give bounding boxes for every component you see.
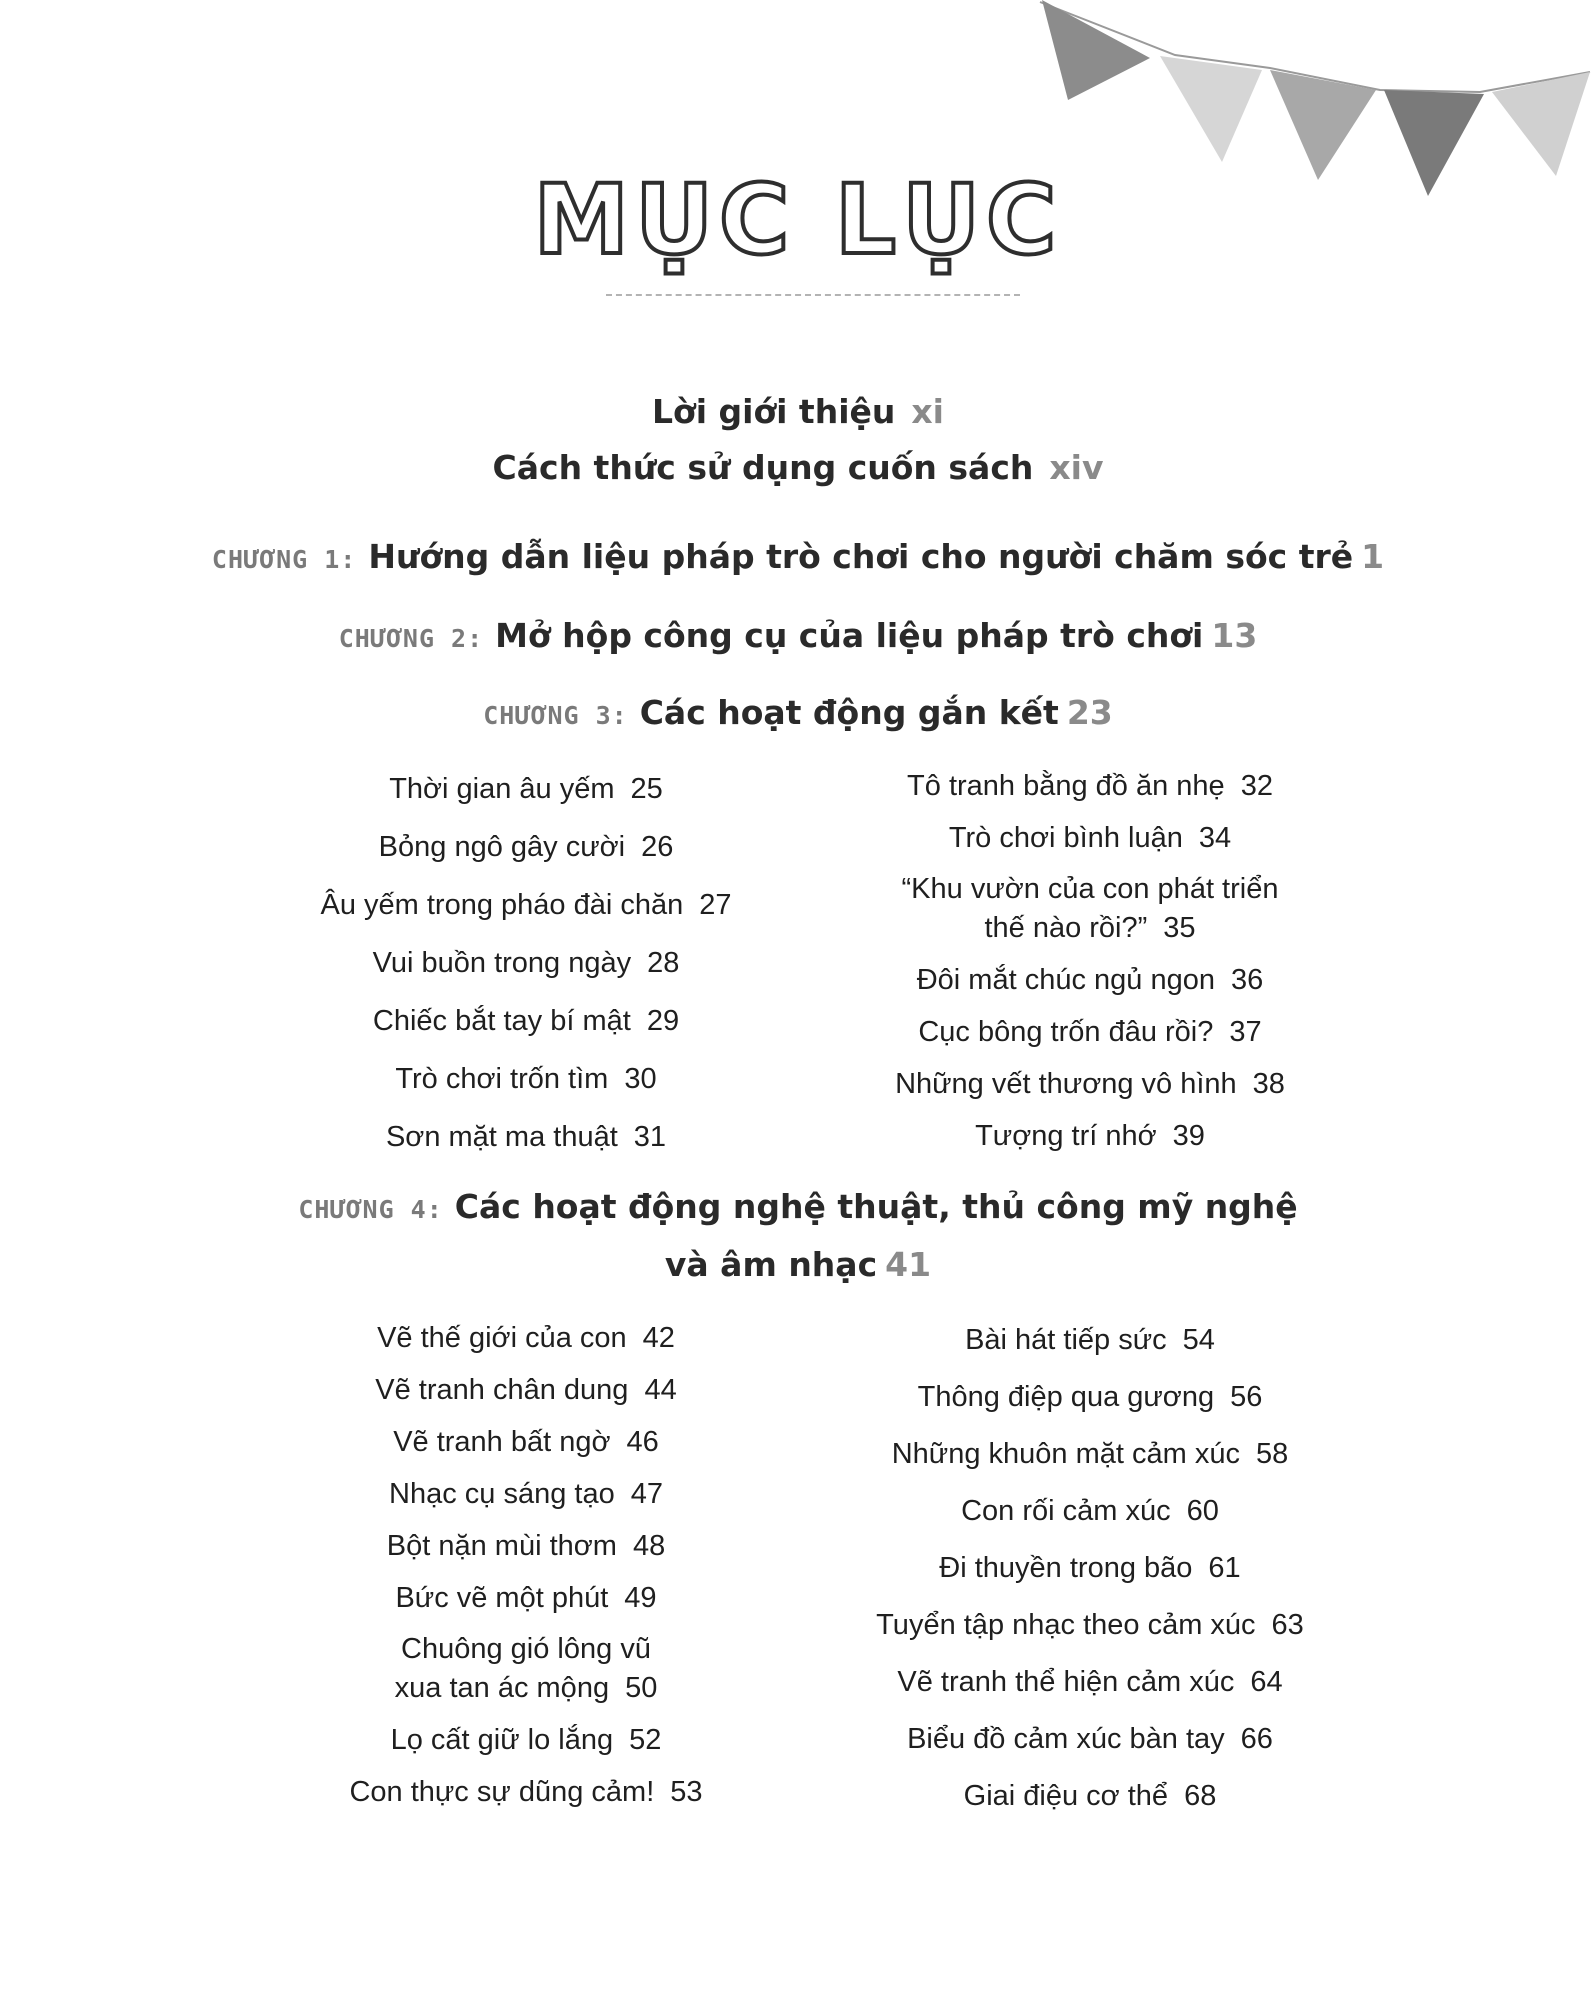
toc-entry[interactable] bbox=[256, 1766, 796, 1818]
chapter-label: CHƯƠNG 1: bbox=[211, 545, 357, 574]
chapter-title: Mở hộp công cụ của liệu pháp trò chơi bbox=[495, 616, 1204, 655]
chapter-heading-4-continued[interactable] bbox=[0, 1236, 1596, 1300]
toc-entry[interactable] bbox=[810, 1540, 1370, 1597]
chapter-page: 1 bbox=[1361, 537, 1385, 576]
entry-page: 42 bbox=[642, 1322, 675, 1354]
entry-title-line: thế nào rồi?” bbox=[984, 912, 1148, 944]
entry-page: 39 bbox=[1172, 1120, 1205, 1152]
entry-page: 68 bbox=[1184, 1780, 1217, 1812]
entry-page: 38 bbox=[1252, 1068, 1285, 1100]
entry-title: Tượng trí nhớ bbox=[975, 1120, 1157, 1152]
bunting-flag bbox=[1042, 0, 1150, 100]
entry-page: 32 bbox=[1240, 770, 1273, 802]
entry-page: 37 bbox=[1229, 1016, 1262, 1048]
chapter-title: Các hoạt động nghệ thuật, thủ công mỹ nghệ bbox=[454, 1187, 1298, 1226]
toc-entry[interactable] bbox=[810, 760, 1370, 812]
entry-page: 52 bbox=[629, 1724, 662, 1756]
toc-entry[interactable] bbox=[256, 1108, 796, 1166]
entry-title: Đôi mắt chúc ngủ ngon bbox=[916, 964, 1215, 996]
toc-entry[interactable] bbox=[256, 1572, 796, 1624]
toc-intro-entry[interactable] bbox=[0, 448, 1596, 487]
entry-page: 35 bbox=[1163, 912, 1196, 944]
entry-page: 54 bbox=[1182, 1324, 1215, 1356]
entry-title: Thông điệp qua gương bbox=[917, 1381, 1215, 1413]
toc-entry[interactable] bbox=[810, 812, 1370, 864]
entry-title: Tô tranh bằng đồ ăn nhẹ bbox=[907, 770, 1225, 802]
entry-title: Vẽ thế giới của con bbox=[377, 1322, 627, 1354]
chapter-heading-2[interactable] bbox=[0, 607, 1596, 671]
entry-page: 58 bbox=[1255, 1438, 1289, 1470]
entry-page: xiv bbox=[1049, 448, 1104, 487]
chapter-3-left-column bbox=[256, 760, 796, 1166]
entry-title: Nhạc cụ sáng tạo bbox=[389, 1478, 615, 1510]
entry-title: Bức vẽ một phút bbox=[395, 1582, 609, 1614]
toc-entry[interactable] bbox=[256, 1624, 796, 1714]
toc-entry[interactable] bbox=[256, 1312, 796, 1364]
entry-page: 30 bbox=[624, 1063, 657, 1095]
toc-entry[interactable] bbox=[256, 992, 796, 1050]
chapter-heading-3[interactable] bbox=[0, 684, 1596, 748]
toc-entry[interactable] bbox=[810, 1711, 1370, 1768]
chapter-page: 41 bbox=[885, 1245, 932, 1284]
toc-intro-entry[interactable] bbox=[0, 392, 1596, 431]
chapter-page: 13 bbox=[1211, 616, 1258, 655]
entry-page: 63 bbox=[1271, 1609, 1304, 1641]
chapter-label: CHƯƠNG 4: bbox=[298, 1195, 443, 1224]
entry-title: Giai điệu cơ thể bbox=[963, 1780, 1169, 1812]
title-divider bbox=[606, 294, 1020, 296]
entry-title: Những khuôn mặt cảm xúc bbox=[891, 1438, 1240, 1470]
bunting-flag bbox=[1492, 72, 1590, 176]
entry-title: Sơn mặt ma thuật bbox=[385, 1121, 618, 1153]
chapter-title: Hướng dẫn liệu pháp trò chơi cho người chăm sóc trẻ bbox=[368, 537, 1354, 576]
page-title: MỤC LỤC bbox=[533, 164, 1063, 276]
entry-title-line: xua tan ác mộng bbox=[394, 1672, 610, 1704]
chapter-page: 23 bbox=[1066, 693, 1113, 732]
toc-entry[interactable] bbox=[810, 1058, 1370, 1110]
toc-entry[interactable] bbox=[256, 1416, 796, 1468]
toc-entry[interactable] bbox=[256, 818, 796, 876]
bunting-flag bbox=[1270, 70, 1376, 180]
entry-title: Con rối cảm xúc bbox=[961, 1495, 1171, 1527]
toc-entry[interactable] bbox=[256, 1714, 796, 1766]
toc-entry[interactable] bbox=[810, 1312, 1370, 1369]
entry-title: Bỏng ngô gây cười bbox=[378, 831, 626, 863]
entry-page: 47 bbox=[630, 1478, 663, 1510]
entry-page: 44 bbox=[644, 1374, 677, 1406]
toc-entry[interactable] bbox=[256, 876, 796, 934]
toc-entry[interactable] bbox=[810, 1369, 1370, 1426]
entry-title: Âu yếm trong pháo đài chăn bbox=[320, 889, 684, 921]
entry-title: Cục bông trốn đâu rồi? bbox=[918, 1016, 1214, 1048]
toc-entry[interactable] bbox=[256, 1520, 796, 1572]
toc-entry[interactable] bbox=[256, 1050, 796, 1108]
entry-title: Vui buồn trong ngày bbox=[372, 947, 632, 979]
chapter-title: và âm nhạc bbox=[664, 1245, 878, 1284]
entry-title: Cách thức sử dụng cuốn sách bbox=[492, 448, 1034, 487]
entry-title: Trò chơi bình luận bbox=[948, 822, 1183, 854]
entry-title: Chiếc bắt tay bí mật bbox=[372, 1005, 631, 1037]
entry-page: 26 bbox=[641, 831, 674, 863]
chapter-title: Các hoạt động gắn kết bbox=[639, 693, 1059, 732]
toc-entry[interactable] bbox=[810, 1483, 1370, 1540]
chapter-3-right-column bbox=[810, 760, 1370, 1162]
entry-page: 31 bbox=[633, 1121, 667, 1153]
toc-entry[interactable] bbox=[810, 1597, 1370, 1654]
entry-title: Trò chơi trốn tìm bbox=[395, 1063, 609, 1095]
entry-title: Bài hát tiếp sức bbox=[965, 1324, 1167, 1356]
entry-title: Lọ cất giữ lo lắng bbox=[390, 1724, 614, 1756]
entry-title: Vẽ tranh thể hiện cảm xúc bbox=[897, 1666, 1235, 1698]
entry-page: 53 bbox=[670, 1776, 703, 1808]
entry-title: Biểu đồ cảm xúc bàn tay bbox=[907, 1723, 1225, 1755]
chapter-4-right-column bbox=[810, 1312, 1370, 1825]
toc-entry[interactable] bbox=[810, 1768, 1370, 1825]
entry-page: 34 bbox=[1198, 822, 1232, 854]
toc-entry[interactable] bbox=[810, 954, 1370, 1006]
chapter-label: CHƯƠNG 3: bbox=[483, 701, 628, 730]
entry-title-line: “Khu vườn của con phát triển bbox=[901, 873, 1279, 905]
toc-entry[interactable] bbox=[256, 1364, 796, 1416]
toc-entry[interactable] bbox=[810, 864, 1370, 954]
entry-page: 46 bbox=[626, 1426, 659, 1458]
entry-page: 27 bbox=[699, 889, 732, 921]
chapter-label: CHƯƠNG 2: bbox=[338, 624, 484, 653]
bunting-flag bbox=[1160, 56, 1262, 162]
entry-page: 61 bbox=[1208, 1552, 1241, 1584]
chapter-heading-1[interactable] bbox=[0, 528, 1596, 592]
entry-page: 48 bbox=[632, 1530, 666, 1562]
entry-title: Tuyển tập nhạc theo cảm xúc bbox=[876, 1609, 1256, 1641]
chapter-4-left-column bbox=[256, 1312, 796, 1818]
toc-entry[interactable] bbox=[810, 1006, 1370, 1058]
toc-entry[interactable] bbox=[810, 1110, 1370, 1162]
entry-title-line: Chuông gió lông vũ bbox=[401, 1633, 651, 1665]
entry-page: 56 bbox=[1230, 1381, 1263, 1413]
toc-entry[interactable] bbox=[256, 934, 796, 992]
entry-title: Bột nặn mùi thơm bbox=[386, 1530, 617, 1562]
entry-page: 36 bbox=[1230, 964, 1264, 996]
entry-title: Đi thuyền trong bão bbox=[939, 1552, 1193, 1584]
chapter-heading-4[interactable] bbox=[0, 1178, 1596, 1242]
entry-title: Vẽ tranh chân dung bbox=[375, 1374, 629, 1406]
entry-page: xi bbox=[911, 392, 944, 431]
entry-title: Thời gian âu yếm bbox=[389, 773, 615, 805]
entry-page: 60 bbox=[1186, 1495, 1219, 1527]
entry-title: Những vết thương vô hình bbox=[895, 1068, 1237, 1100]
entry-title: Lời giới thiệu bbox=[652, 392, 896, 431]
toc-entry[interactable] bbox=[256, 1468, 796, 1520]
entry-page: 50 bbox=[625, 1672, 658, 1704]
entry-page: 64 bbox=[1250, 1666, 1283, 1698]
entry-title: Con thực sự dũng cảm! bbox=[349, 1776, 655, 1808]
toc-entry[interactable] bbox=[810, 1654, 1370, 1711]
entry-page: 66 bbox=[1240, 1723, 1273, 1755]
entry-page: 28 bbox=[647, 947, 680, 979]
entry-title: Vẽ tranh bất ngờ bbox=[393, 1426, 611, 1458]
toc-entry[interactable] bbox=[810, 1426, 1370, 1483]
entry-page: 29 bbox=[646, 1005, 680, 1037]
toc-entry[interactable] bbox=[256, 760, 796, 818]
entry-page: 49 bbox=[624, 1582, 657, 1614]
entry-page: 25 bbox=[630, 773, 663, 805]
